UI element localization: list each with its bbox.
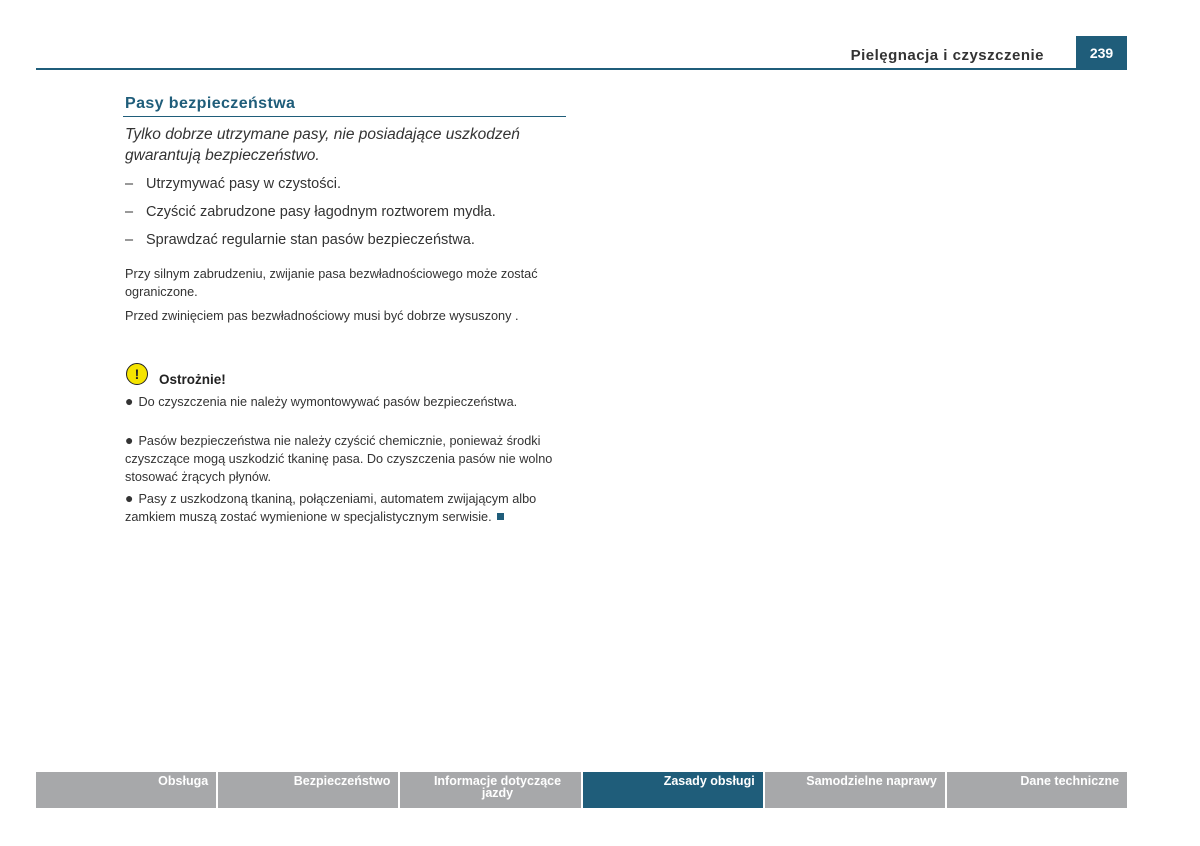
list-item: – Utrzymywać pasy w czystości. xyxy=(125,175,570,203)
section-title: Pasy bezpieczeństwa xyxy=(125,95,296,112)
nav-tab-informacje-dotyczace-jazdy[interactable] xyxy=(400,772,580,808)
header-rule xyxy=(36,68,1127,70)
nav-tab-bezpieczenstwo[interactable] xyxy=(218,772,398,808)
nav-tab-label: Dane techniczne xyxy=(1020,774,1120,788)
nav-tab-label: Obsługa xyxy=(158,774,209,788)
intro-text: Tylko dobrze utrzymane pasy, nie posiadające uszkodzeń gwarantują bezpieczeństwo. xyxy=(125,126,520,164)
nav-tab-dane-techniczne[interactable] xyxy=(947,772,1127,808)
footer-nav xyxy=(36,772,1127,808)
nav-tab-label: Samodzielne naprawy xyxy=(806,774,937,788)
page-number: 239 xyxy=(1076,36,1127,69)
paragraph: Przed zwinięciem pas bezwładnościowy musi być dobrze wysuszony . xyxy=(125,309,519,323)
nav-tab-label: Bezpieczeństwo xyxy=(293,774,391,788)
warning-title: Ostrożnie! xyxy=(159,372,226,387)
list-item: – Czyścić zabrudzone pasy łagodnym roztworem mydła. xyxy=(125,203,570,231)
warning-bullet-text: Do czyszczenia nie należy wymontowywać pasów bezpieczeństwa. xyxy=(138,395,518,409)
warning-bullet-text: Pasy z uszkodzoną tkaniną, połączeniami, automatem zwijającym albo zamkiem muszą zostać wymienione w specjalistycznym serwisie. xyxy=(125,492,537,524)
paragraph: Przy silnym zabrudzeniu, zwijanie pasa bezwładnościowego może zostać ograniczone. xyxy=(125,267,538,299)
warning-bullet: ● Pasy z uszkodzoną tkaniną, połączeniami, automatem zwijającym albo zamkiem muszą zostać wymienione w specjalistycznym serwisie. xyxy=(125,490,537,524)
nav-tab-samodzielne-naprawy[interactable] xyxy=(765,772,945,808)
warning-bullet: ● Pasów bezpieczeństwa nie należy czyścić chemicznie, ponieważ środki czyszczące mogą uszkodzić tkaninę pasa. Do czyszczenia pasów nie wolno stosować żrących płynów. xyxy=(125,432,553,484)
nav-tab-label: Informacje dotyczące jazdy xyxy=(433,774,562,800)
list-item: – Sprawdzać regularnie stan pasów bezpieczeństwa. xyxy=(125,231,570,259)
nav-tab-label: Zasady obsługi xyxy=(663,774,755,788)
dash-list xyxy=(125,175,570,259)
exclamation-icon: ! xyxy=(126,363,148,385)
warning-bullet: ● Do czyszczenia nie należy wymontowywać pasów bezpieczeństwa. xyxy=(125,393,518,409)
end-of-section-marker xyxy=(497,513,504,520)
section-rule xyxy=(123,116,566,117)
nav-tab-zasady-obslugi[interactable] xyxy=(583,772,763,808)
running-header-title: Pielęgnacja i czyszczenie xyxy=(850,47,1044,64)
nav-tab-obsluga[interactable] xyxy=(36,772,216,808)
warning-bullet-text: Pasów bezpieczeństwa nie należy czyścić chemicznie, ponieważ środki czyszczące mogą uszkodzić tkaninę pasa. Do czyszczenia pasów nie wolno stosować żrących płynów. xyxy=(125,434,553,484)
